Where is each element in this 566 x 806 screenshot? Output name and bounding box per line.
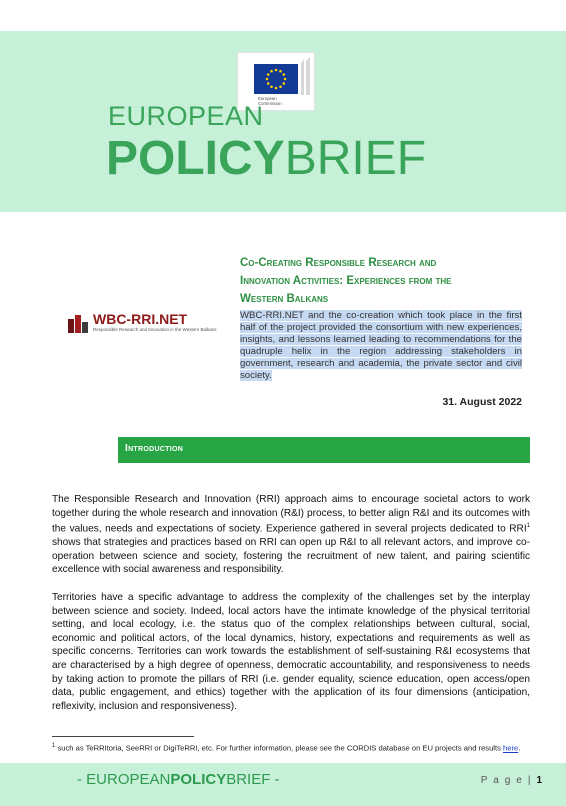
introduction-section-bar [118,437,530,463]
page-number-value: 1 [536,775,542,786]
page-label: P a g e [480,775,524,786]
eu-logo-label-line2: Commission [258,101,282,106]
title-policy: POLICY [106,132,285,185]
wbc-rri-logo [68,311,217,334]
footnote-ref: 1 [526,523,530,530]
introduction-heading: Introduction [125,443,184,454]
wbc-rri-mark-icon [68,313,88,333]
footer-title [77,771,280,788]
publication-date: 31. August 2022 [442,396,522,408]
footnote [52,741,532,754]
intro-p1-part2: shows that strategies and practices based on RRI can open up R&I to all relevant actors, and improve co-operation between science and society, fostering the recruitment of new talent, and pairing scientific excellence with social awareness and responsibility. [52,537,530,576]
footer-suffix: BRIEF - [226,771,280,788]
page-number [481,775,542,786]
logo-text: WBC-RRI.NET [93,311,188,327]
commission-building-icon [300,57,312,97]
footer-bold: POLICY [170,771,227,788]
footnote-text: such as TeRRItoria, SeeRRI or DigiTeRRI, etc. For further information, please see the CORDIS database on EU projects and results [55,743,504,753]
page-separator: | [523,775,537,786]
title-brief: BRIEF [284,132,427,185]
intro-p1-part1: The Responsible Research and Innovation (RRI) approach aims to encourage societal actors to work together during the whole research and innovation (R&I) process, to better align R&I and its outcomes with the values, needs and expectations of society. Experience gathered in several projects dedicated to RRI [52,494,530,535]
brief-heading-line2: Innovation Activities: Experiences from the [240,275,452,287]
footnote-number: 1 [52,743,56,749]
eu-stars-icon [254,64,298,94]
brief-heading-line3: Western Balkans [240,293,329,305]
abstract-text: WBC-RRI.NET and the co-creation which took place in the first half of the project provided the consortium with new experiences, insights, and lessons learned leading to recommendations for the quadruple helix in the region addressing stakeholders in government, research and academia, the private sector and civil society. [240,310,522,381]
intro-paragraph-2: Territories have a specific advantage to address the complexity of the challenges set by the interplay between science and society. Indeed, local actors have the intimate knowledge of the physical territorial setting, and local ecology, i.e. the status quo of the complex relationships between cultural, social, economic and political actors, of the local dynamics, history, expectations and requirements as well as specific concerns. Territories can work towards the establishment of self-sustaining R&I ecosystems that are characterised by a high degree of openness, democratic accountability, and responsiveness to needs by taking action to promote the pillars of RRI (i.e. gender equality, science education, open access/open data, public engagement, and ethics) together with the application of its four dimensions (anticipation, reflexivity, inclusion and responsiveness). [52,592,530,712]
brief-heading [240,254,540,308]
abstract [240,310,522,382]
title-policy-brief [106,132,427,185]
brief-heading-line1: Co-Creating Responsible Research and [240,257,437,269]
footnote-end: . [518,743,521,753]
footnote-link[interactable]: here [503,743,519,753]
footer-prefix: - EUROPEAN [77,771,171,788]
intro-paragraph-1 [52,493,530,577]
eu-logo-label-line1: European [258,96,277,101]
eu-flag-icon [254,64,298,94]
title-european: EUROPEAN [108,101,264,131]
footnote-divider [52,736,194,737]
logo-subtext: Responsible Research and Innovation in the Western Balkans [93,327,217,332]
